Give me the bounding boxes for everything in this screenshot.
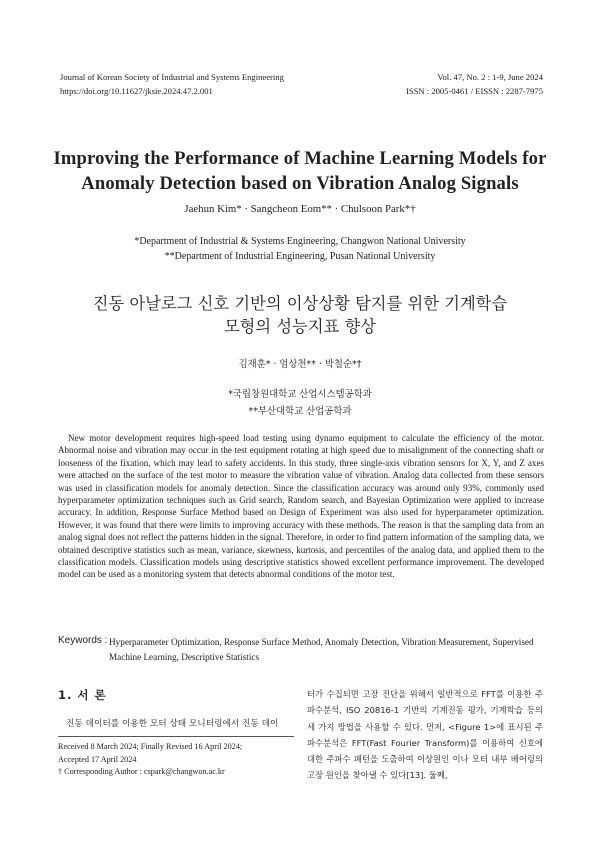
title-english bbox=[30, 146, 570, 196]
introduction-right-column: 터가 수집되면 고장 진단을 위해서 일반적으로 FFT를 이용한 주파수분석, ISO 20816-1 기반의 기계진동 평가, 기계학습 등의 세 가지 방법을 사용할 수 있다. 먼저, <Figure 1>에 표시된 주파수분석은 FFT(Fast Fourier Transform)를 이용하여 신호에 대한 주파수 패턴을 도출하여 이상원인 이나 모터 내부 베어링의 고장 원인을 찾아낼 수 있다[13]. 둘째, bbox=[307, 689, 543, 781]
affiliation-english-1: *Department of Industrial & Systems Engineering, Changwon National University bbox=[134, 236, 466, 247]
title-korean bbox=[30, 292, 570, 338]
doi-link[interactable]: https://doi.org/10.11627/jksie.2024.47.2.001 bbox=[60, 86, 213, 96]
title-english-line-1: Improving the Performance of Machine Learning Models for bbox=[53, 148, 547, 169]
section-heading-introduction: 1. 서 론 bbox=[58, 688, 107, 702]
introduction-left-column: 진동 데이터를 이용한 모터 상태 모니터링에서 진동 데이 bbox=[66, 719, 279, 729]
authors-english: Jaehun Kim* · Sangcheon Eom** · Chulsoon Park*† bbox=[184, 203, 416, 215]
keywords-label: Keywords : bbox=[58, 635, 108, 646]
volume-info: Vol. 47, No. 2 : 1-9, June 2024 bbox=[437, 72, 543, 82]
footnote-accepted: Accepted 17 April 2024 bbox=[58, 754, 137, 764]
title-english-line-2: Anomaly Detection based on Vibration Analog Signals bbox=[81, 173, 519, 194]
issn-info: ISSN : 2005-0461 / EISSN : 2287-7975 bbox=[405, 86, 543, 96]
footnote bbox=[58, 741, 294, 779]
affiliations-korean bbox=[0, 386, 600, 420]
affiliations-english bbox=[0, 234, 600, 264]
title-korean-line-2: 모형의 성능지표 향상 bbox=[223, 317, 377, 336]
journal-name: Journal of Korean Society of Industrial and Systems Engineering bbox=[60, 72, 284, 82]
footnote-corresponding-author: † Corresponding Author : cspark@changwon.ac.kr bbox=[58, 767, 225, 777]
abstract: New motor development requires high-speed load testing using dynamo equipment to calculate the efficiency of the motor. Abnormal noise and vibration may occur in the test equipment rotating at high speed due to misalignment of the connecting shaft or looseness of the fixation, which may lead to safety accidents. In this study, three single-axis vibration sensors for X, Y, and Z axes were attached on the surface of the test motor to measure the vibration value of vibration. Analog data collected from these sensors was used in classification models for anomaly detection. Since the classification accuracy was around only 93%, commonly used hyperparameter optimization techniques such as Grid search, Random search, and Bayesian Optimization were applied to increase accuracy. In addition, Response Surface Method based on Design of Experiment was also used for hyperparameter optimization. However, it was found that there were limits to improving accuracy with these methods. The reason is that the sampling data from an analog signal does not reflect the patterns hidden in the signal. Therefore, in order to find pattern information of the sampling data, we obtained descriptive statistics such as mean, variance, skewness, kurtosis, and percentiles of the analog data, and applied them to the classification models. Classification models using descriptive statistics showed excellent performance improvement. The developed model can be used as a monitoring system that detects abnormal conditions of the motor test. bbox=[58, 433, 544, 580]
authors-korean: 김재훈* · 엄상천** · 박철순*† bbox=[238, 359, 362, 370]
affiliation-korean-1: *국립창원대학교 산업시스템공학과 bbox=[228, 389, 372, 400]
affiliation-korean-2: **부산대학교 산업공학과 bbox=[248, 406, 352, 417]
footnote-divider bbox=[58, 736, 294, 737]
footnote-received: Received 8 March 2024; Finally Revised 16 April 2024; bbox=[58, 742, 243, 751]
title-korean-line-1: 진동 아날로그 신호 기반의 이상상황 탐지를 위한 기계학습 bbox=[92, 294, 508, 313]
issue-info bbox=[406, 70, 543, 98]
journal-header bbox=[60, 70, 284, 98]
affiliation-english-2: **Department of Industrial Engineering, Pusan National University bbox=[164, 251, 436, 262]
keywords-text: Hyperparameter Optimization, Response Surface Method, Anomaly Detection, Vibration Measurement, Supervised Machine Learning, Descriptive Statistics bbox=[109, 637, 534, 662]
